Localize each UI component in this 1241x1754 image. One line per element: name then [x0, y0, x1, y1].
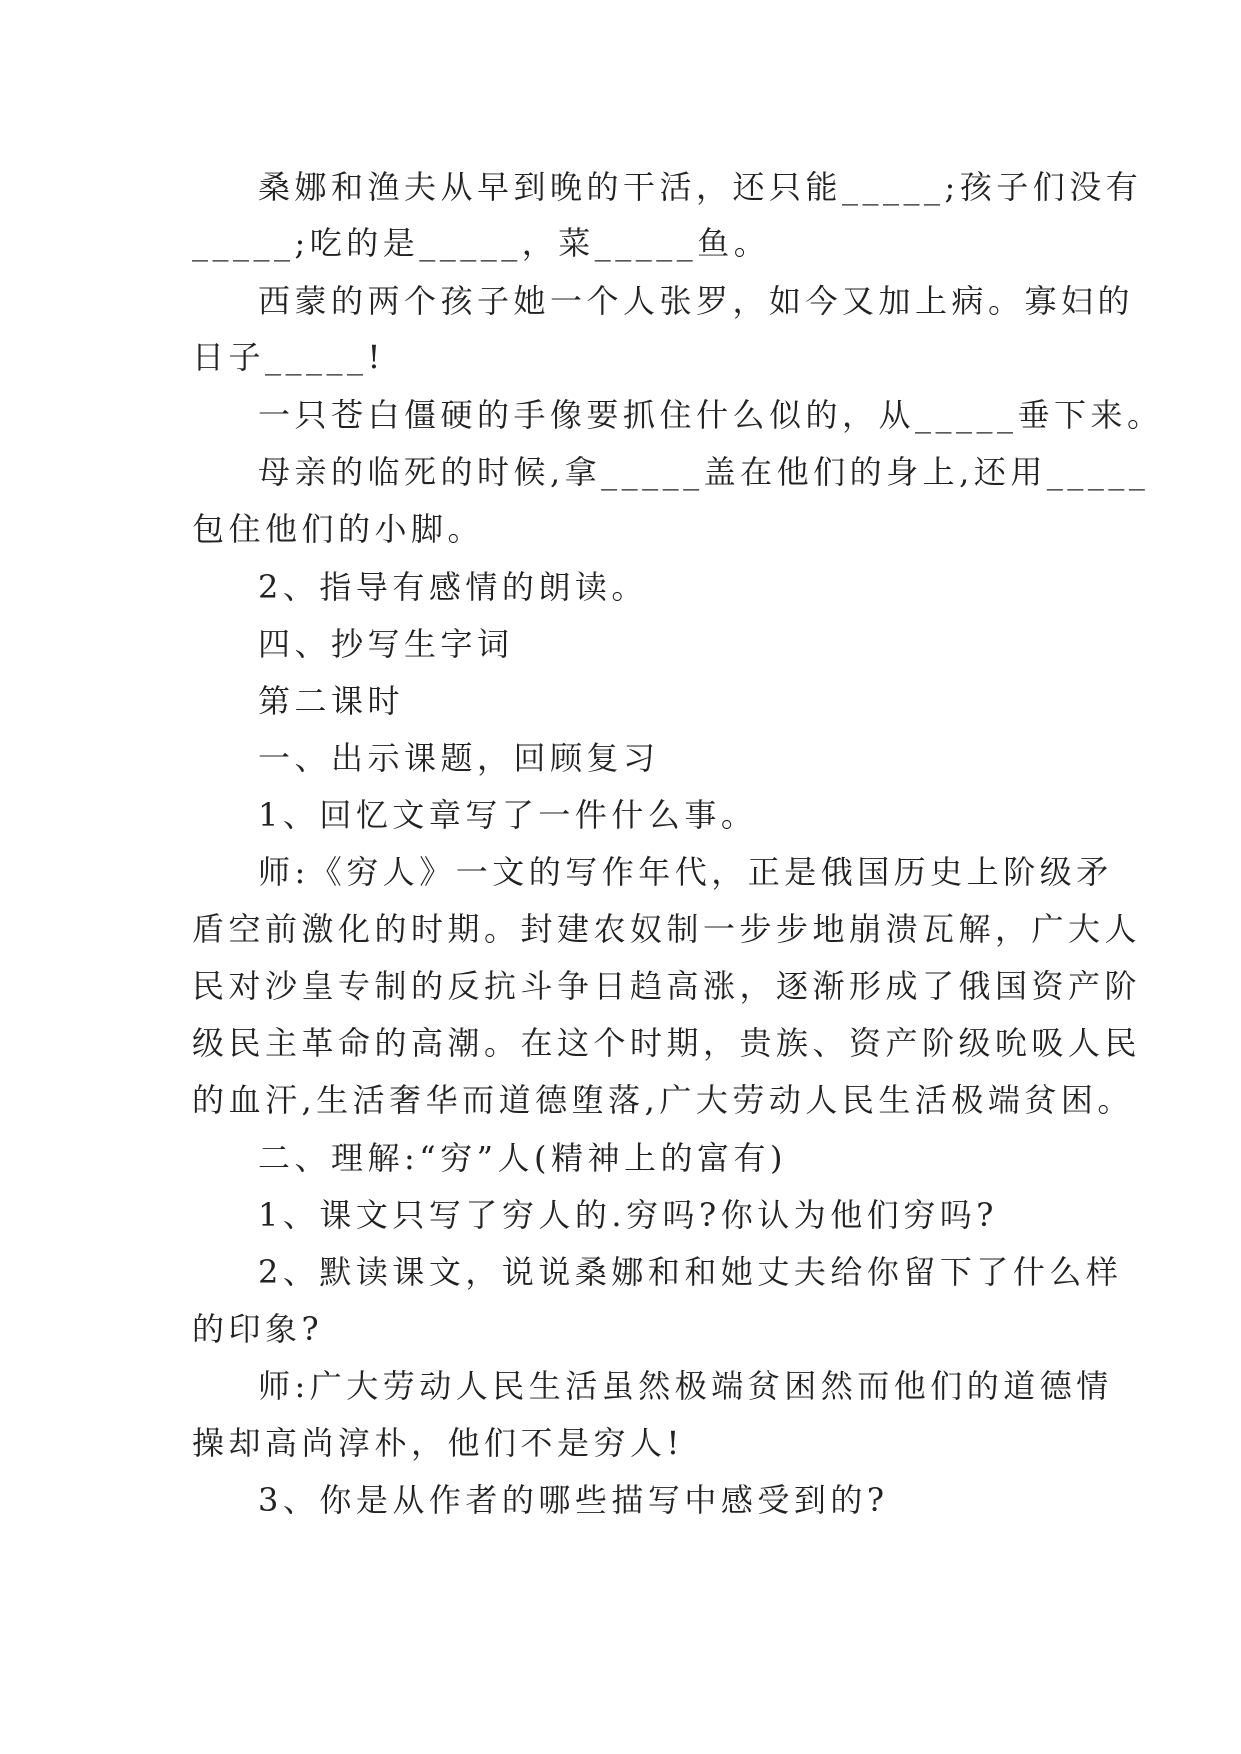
text-line: 级民主革命的高潮。在这个时期，贵族、资产阶级吮吸人民 [192, 1024, 1142, 1062]
text-line: 1、课文只写了穷人的.穷吗?你认为他们穷吗? [258, 1196, 998, 1234]
text-line: 操却高尚淳朴，他们不是穷人! [192, 1424, 684, 1462]
text-line: 四、抄写生字词 [258, 625, 514, 663]
text-line: 一、出示课题，回顾复习 [258, 739, 660, 777]
text-line: 盾空前激化的时期。封建农奴制一步步地崩溃瓦解，广大人 [192, 910, 1142, 948]
text-line: 师:《穷人》一文的写作年代，正是俄国历史上阶级矛 [258, 853, 1113, 891]
text-line: 2、默读课文，说说桑娜和和她丈夫给你留下了什么样 [258, 1253, 1123, 1291]
text-line: 师:广大劳动人民生活虽然极端贫困然而他们的道德情 [258, 1367, 1113, 1405]
text-line: 民对沙皇专制的反抗斗争日趋高涨，逐渐形成了俄国资产阶 [192, 967, 1142, 1005]
section-heading: 第二课时 [258, 682, 405, 720]
text-line: 一只苍白僵硬的手像要抓住什么似的，从_____垂下来。 [258, 396, 1164, 434]
text-line: 包住他们的小脚。 [192, 510, 485, 548]
text-line: 的印象? [192, 1310, 324, 1348]
text-line: 的血汗,生活奢华而道德堕落,广大劳动人民生活极端贫困。 [192, 1081, 1134, 1119]
text-line: 日子_____! [192, 338, 385, 376]
text-line: 母亲的临死的时候,拿_____盖在他们的身上,还用_____ [258, 453, 1150, 491]
text-line: 2、指导有感情的朗读。 [258, 568, 648, 606]
text-line: 二、理解:“穷”人(精神上的富有) [258, 1139, 787, 1177]
text-line: 桑娜和渔夫从早到晚的干活，还只能_____;孩子们没有 [258, 168, 1143, 206]
text-line: 3、你是从作者的哪些描写中感受到的? [258, 1481, 889, 1519]
text-line: _____;吃的是_____，菜_____鱼。 [192, 224, 771, 262]
text-line: 西蒙的两个孩子她一个人张罗，如今又加上病。寡妇的 [258, 282, 1135, 320]
text-line: 1、回忆文章写了一件什么事。 [258, 796, 758, 834]
